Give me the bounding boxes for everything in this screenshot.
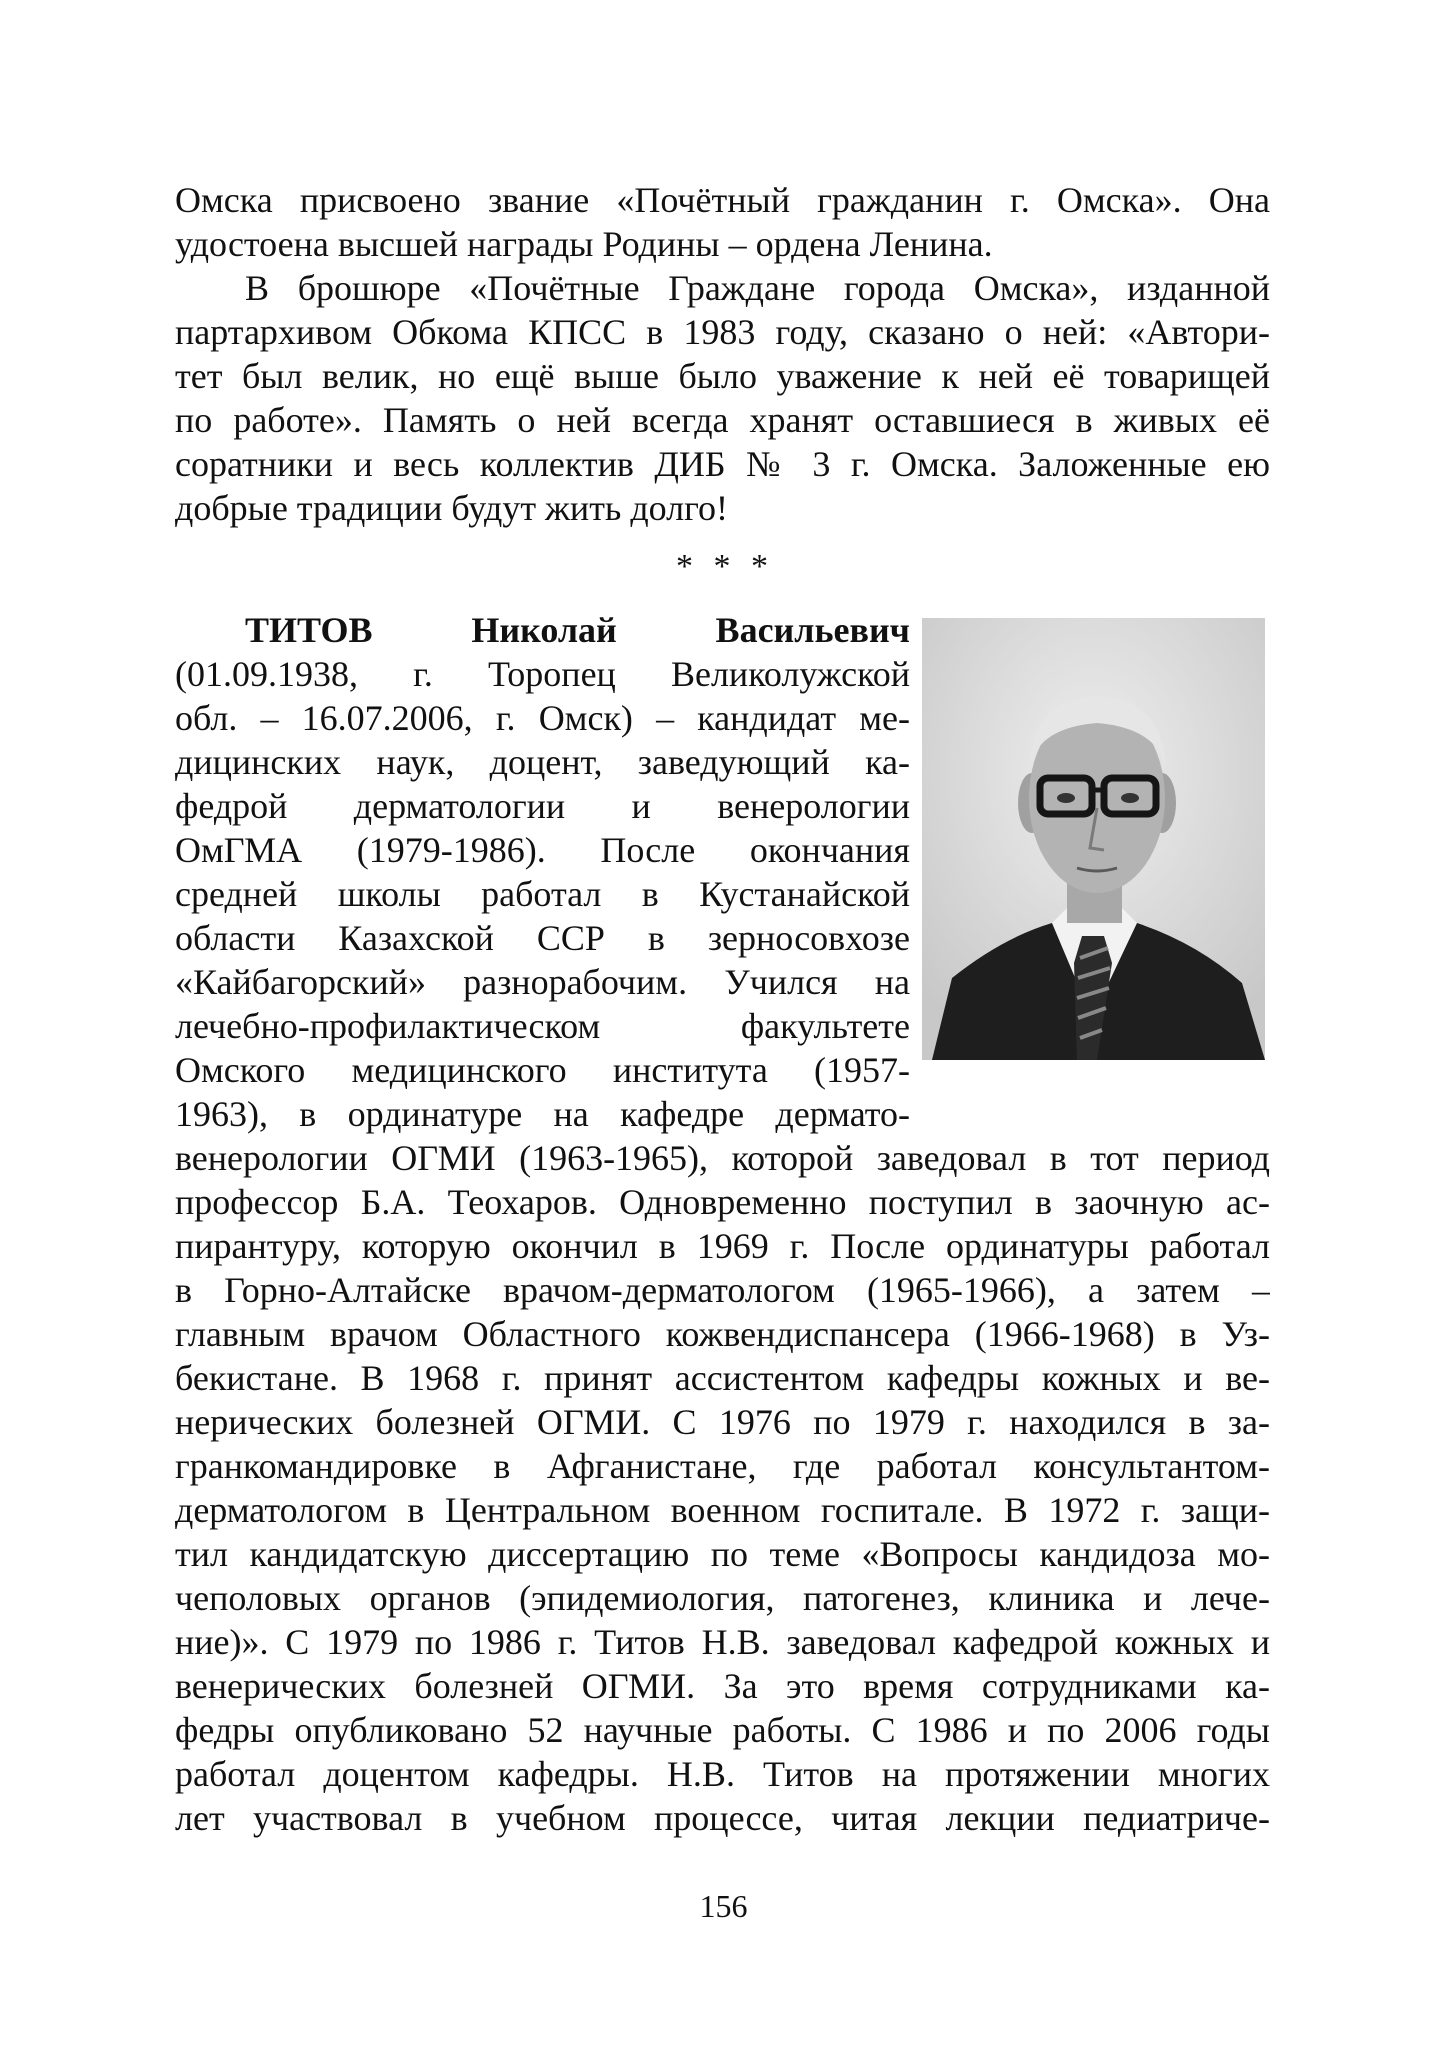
text-line: тет был велик, но ещё выше было уважение к ней её товарищей xyxy=(175,356,1270,396)
bio-name: ТИТОВ Николай Васильевич xyxy=(245,610,910,650)
text-line: венерических болезней ОГМИ. За это время сотрудниками ка- xyxy=(175,1666,1270,1706)
portrait-photo xyxy=(922,618,1265,1060)
text-line: ние)». С 1979 по 1986 г. Титов Н.В. заведовал кафедрой кожных и xyxy=(175,1622,1270,1662)
text-line: дерматологом в Центральном военном госпитале. В 1972 г. защи- xyxy=(175,1490,1270,1530)
text-line: федры опубликовано 52 научные работы. С 1986 и по 2006 годы xyxy=(175,1710,1270,1750)
text-line: главным врачом Областного кожвендиспансера (1966-1968) в Уз- xyxy=(175,1314,1270,1354)
text-line: соратники и весь коллектив ДИБ № 3 г. Омска. Заложенные ею xyxy=(175,444,1270,484)
text-line: гранкомандировке в Афганистане, где работал консультантом- xyxy=(175,1446,1270,1486)
text-line: средней школы работал в Кустанайской xyxy=(175,874,910,914)
text-line: профессор Б.А. Теохаров. Одновременно поступил в заочную ас- xyxy=(175,1182,1270,1222)
text-line: добрые традиции будут жить долго! xyxy=(175,488,729,528)
text-line: федрой дерматологии и венерологии xyxy=(175,786,910,826)
text-line: «Кайбагорский» разнорабочим. Учился на xyxy=(175,962,910,1002)
text-line: тил кандидатскую диссертацию по теме «Вопросы кандидоза мо- xyxy=(175,1534,1270,1574)
text-line: лет участвовал в учебном процессе, читая лекции педиатриче- xyxy=(175,1798,1270,1838)
text-line: области Казахской ССР в зерносовхозе xyxy=(175,918,910,958)
text-line: нерических болезней ОГМИ. С 1976 по 1979 г. находился в за- xyxy=(175,1402,1270,1442)
text-line: партархивом Обкома КПСС в 1983 году, сказано о ней: «Автори- xyxy=(175,312,1270,352)
text-line: удостоена высшей награды Родины – ордена Ленина. xyxy=(175,224,993,264)
text-line: в Горно-Алтайске врачом-дерматологом (1965-1966), а затем – xyxy=(175,1270,1270,1310)
text-line: обл. – 16.07.2006, г. Омск) – кандидат ме- xyxy=(175,698,910,738)
text-line: (01.09.1938, г. Торопец Великолужской xyxy=(175,654,910,694)
page-number: 156 xyxy=(699,1888,748,1924)
text-line: бекистане. В 1968 г. принят ассистентом кафедры кожных и ве- xyxy=(175,1358,1270,1398)
text-line: лечебно-профилактическом факультете xyxy=(175,1006,910,1046)
text-line: работал доцентом кафедры. Н.В. Титов на протяжении многих xyxy=(175,1754,1270,1794)
section-separator: * * * xyxy=(676,548,774,585)
text-line: чеполовых органов (эпидемиология, патогенез, клиника и лече- xyxy=(175,1578,1270,1618)
text-line: В брошюре «Почётные Граждане города Омска», изданной xyxy=(245,268,1270,308)
text-line: дицинских наук, доцент, заведующий ка- xyxy=(175,742,910,782)
text-line: 1963), в ординатуре на кафедре дермато- xyxy=(175,1094,910,1134)
text-line: Омского медицинского института (1957- xyxy=(175,1050,910,1090)
text-line: Омска присвоено звание «Почётный гражданин г. Омска». Она xyxy=(175,180,1270,220)
text-line: венерологии ОГМИ (1963-1965), которой заведовал в тот период xyxy=(175,1138,1270,1178)
text-line: пирантуру, которую окончил в 1969 г. После ординатуры работал xyxy=(175,1226,1270,1266)
text-line: ОмГМА (1979-1986). После окончания xyxy=(175,830,910,870)
text-line: по работе». Память о ней всегда хранят оставшиеся в живых её xyxy=(175,400,1270,440)
